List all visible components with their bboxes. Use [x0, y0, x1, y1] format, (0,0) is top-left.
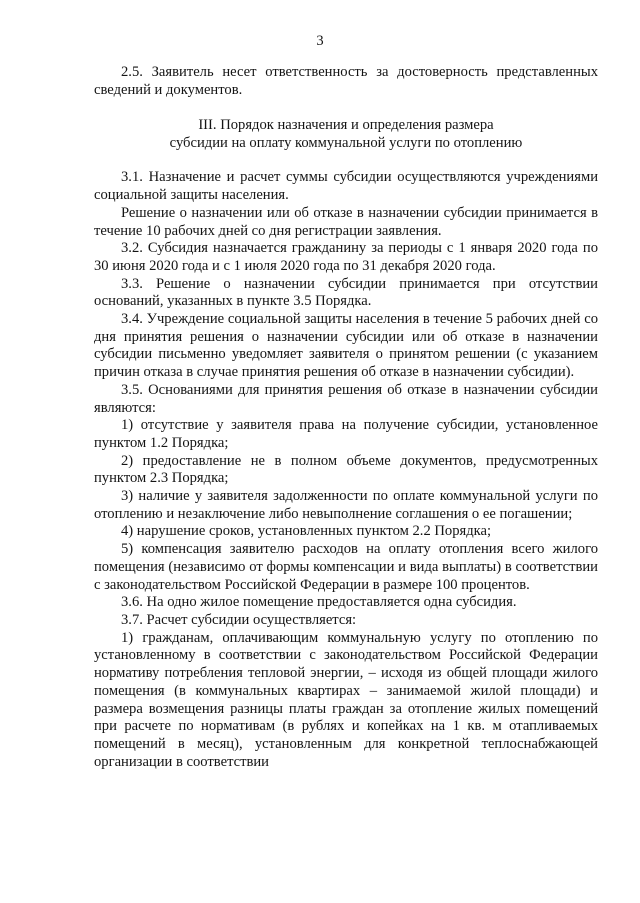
- list-item-2: 2) предоставление не в полном объеме документов, предусмотренных пунктом 2.3 Порядка;: [94, 452, 598, 487]
- section-heading-line-1: III. Порядок назначения и определения размера: [198, 117, 494, 134]
- paragraph-2-5: 2.5. Заявитель несет ответственность за достоверность представленных сведений и документов.: [94, 64, 598, 98]
- calc-item-1: 1) гражданам, оплачивающим коммунальную услугу по отоплению по установленному в соответствии с законодательством Российской Федерации нормативу потребления тепловой энергии, – исходя из общей площади жилого помещения (в коммунальных квартирах – занимаемой жилой площади) и размера возмещения разницы платы граждан за отопление жилых помещений при расчете по нормативам (в рублях и копейках на 1 кв. м отапливаемых помещений в месяц), установленным для конкретной теплоснабжающей организации в соответствии: [94, 629, 598, 770]
- document-body: [94, 64, 598, 771]
- page-number: 3: [316, 33, 324, 49]
- section-heading-line-2: субсидии на оплату коммунальной услуги по отоплению: [169, 135, 523, 152]
- list-item-1: 1) отсутствие у заявителя права на получение субсидии, установленное пунктом 1.2 Порядка;: [94, 417, 598, 451]
- paragraph-3-5: 3.5. Основаниями для принятия решения об отказе в назначении субсидии являются:: [94, 381, 598, 416]
- section-heading: [94, 116, 598, 152]
- paragraph-3-4: 3.4. Учреждение социальной защиты населения в течение 5 рабочих дней со дня принятия решения о назначении субсидии или об отказе в назначении субсидии письменно уведомляет заявителя о принятом решении (с указанием причин отказа в случае принятия решения об отказе в назначении субсидии).: [94, 311, 598, 381]
- list-item-3: 3) наличие у заявителя задолженности по оплате коммунальной услуги по отоплению и незаключение либо невыполнение соглашения о ее погашении;: [94, 488, 598, 522]
- paragraph-decision: Решение о назначении или об отказе в назначении субсидии принимается в течение 10 рабочих дней со дня регистрации заявления.: [94, 204, 598, 239]
- paragraph-3-7: 3.7. Расчет субсидии осуществляется:: [121, 611, 357, 628]
- list-item-4: 4) нарушение сроков, установленных пунктом 2.2 Порядка;: [121, 523, 492, 540]
- list-item-5: 5) компенсация заявителю расходов на оплату отопления всего жилого помещения (независимо от формы компенсации и вида выплаты) в соответствии с законодательством Российской Федерации в размере 100 процентов.: [94, 541, 598, 593]
- paragraph-3-1: 3.1. Назначение и расчет суммы субсидии осуществляются учреждениями социальной защиты населения.: [94, 169, 598, 204]
- paragraph-3-3: 3.3. Решение о назначении субсидии принимается при отсутствии оснований, указанных в пункте 3.5 Порядка.: [94, 275, 598, 310]
- paragraph-3-6: 3.6. На одно жилое помещение предоставляется одна субсидия.: [121, 594, 517, 611]
- paragraph-3-2: 3.2. Субсидия назначается гражданину за периоды с 1 января 2020 года по 30 июня 2020 года и с 1 июля 2020 года по 31 декабря 2020 года.: [94, 240, 598, 274]
